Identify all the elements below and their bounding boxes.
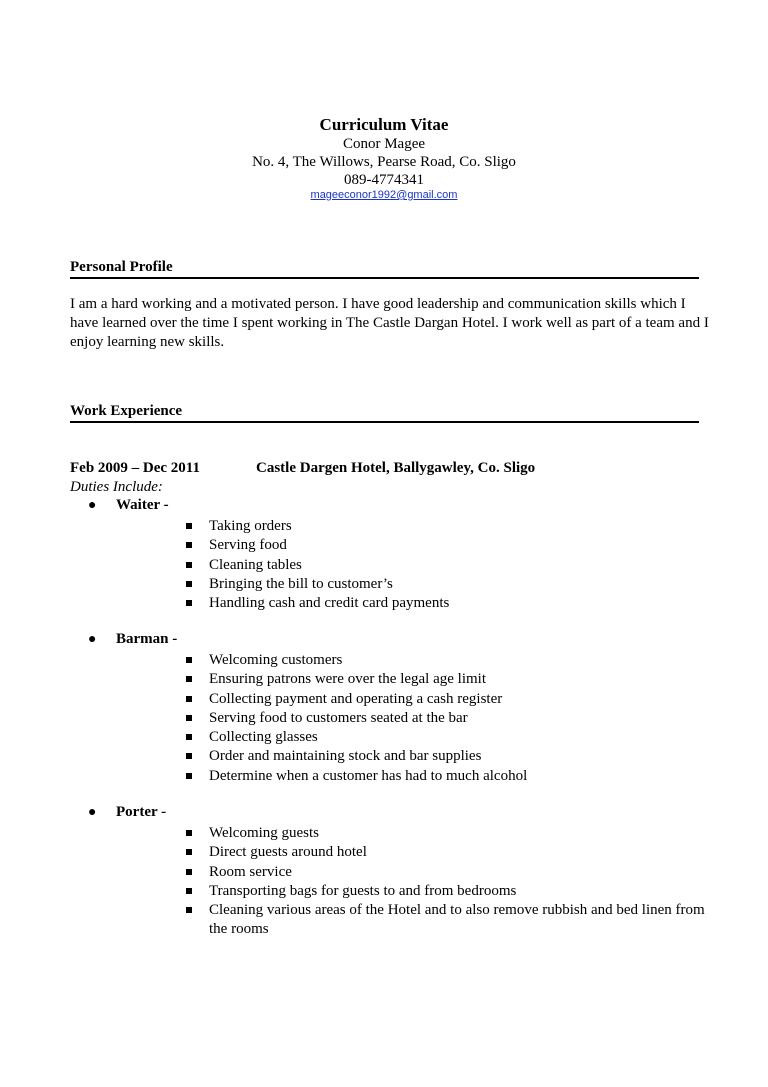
- square-bullet-icon: [186, 753, 192, 759]
- task-text: Cleaning tables: [209, 556, 302, 573]
- task-text: Handling cash and credit card payments: [209, 595, 450, 612]
- list-item: [186, 594, 709, 613]
- task-text: Direct guests around hotel: [209, 844, 367, 861]
- list-item: [186, 728, 709, 747]
- square-bullet-icon: [186, 830, 192, 836]
- list-item: [186, 575, 709, 594]
- task-text: Taking orders: [209, 518, 292, 534]
- square-bullet-icon: [186, 888, 192, 894]
- email-link[interactable]: mageeconor1992@gmail.com: [310, 189, 458, 201]
- candidate-address: No. 4, The Willows, Pearse Road, Co. Sligo: [252, 154, 516, 170]
- square-bullet-icon: [186, 715, 192, 721]
- duties-label: Duties Include:: [70, 479, 163, 495]
- role-waiter: [88, 497, 169, 514]
- square-bullet-icon: [186, 600, 192, 606]
- document-title: Curriculum Vitae: [319, 115, 449, 134]
- bullet-dot-icon: ●: [88, 632, 97, 647]
- task-text: Cleaning various areas of the Hotel and to also remove rubbish and bed linen from the rooms: [209, 902, 705, 938]
- list-item: [186, 709, 709, 728]
- candidate-name: Conor Magee: [342, 136, 426, 152]
- task-text: Determine when a customer has had to much alcohol: [209, 767, 528, 784]
- personal-profile-text: I am a hard working and a motivated person. I have good leadership and communication skills which I have learned over the time I spent working in The Castle Dargan Hotel. I work well as part of a team and I enjoy learning new skills.: [70, 296, 709, 350]
- waiter-task-list: [186, 517, 709, 613]
- square-bullet-icon: [186, 581, 192, 587]
- task-text: Collecting payment and operating a cash register: [209, 690, 503, 707]
- list-item: [186, 517, 709, 536]
- list-item: [186, 556, 709, 575]
- list-item: [186, 863, 709, 882]
- job-employer: Castle Dargen Hotel, Ballygawley, Co. Sligo: [256, 460, 536, 476]
- role-barman: [88, 631, 177, 648]
- square-bullet-icon: [186, 676, 192, 682]
- list-item: [186, 882, 709, 901]
- barman-task-list: [186, 651, 709, 786]
- square-bullet-icon: [186, 734, 192, 740]
- task-text: Order and maintaining stock and bar supplies: [209, 748, 482, 765]
- list-item: [186, 670, 709, 689]
- porter-task-list: [186, 824, 709, 940]
- square-bullet-icon: [186, 869, 192, 875]
- personal-profile-heading: Personal Profile: [70, 259, 699, 279]
- task-text: Welcoming guests: [209, 825, 320, 841]
- task-text: Room service: [209, 863, 292, 880]
- bullet-dot-icon: ●: [88, 805, 97, 820]
- task-text: Transporting bags for guests to and from bedrooms: [209, 882, 517, 899]
- role-title: Porter -: [116, 804, 167, 820]
- list-item: [186, 536, 709, 555]
- candidate-phone: 089-4774341: [344, 172, 424, 188]
- role-title: Barman -: [116, 631, 178, 647]
- square-bullet-icon: [186, 523, 192, 529]
- bullet-dot-icon: ●: [88, 498, 97, 513]
- task-text: Serving food to customers seated at the bar: [209, 709, 468, 726]
- square-bullet-icon: [186, 562, 192, 568]
- task-text: Ensuring patrons were over the legal age limit: [209, 671, 486, 688]
- list-item: [186, 767, 709, 786]
- list-item: [186, 690, 709, 709]
- work-experience-heading: Work Experience: [70, 403, 699, 423]
- task-text: Bringing the bill to customer’s: [209, 575, 393, 592]
- job-dates: Feb 2009 – Dec 2011: [70, 460, 200, 476]
- task-text: Welcoming customers: [209, 652, 343, 668]
- list-item: [186, 824, 709, 843]
- role-title: Waiter -: [116, 497, 169, 513]
- list-item: [186, 843, 709, 862]
- square-bullet-icon: [186, 907, 192, 913]
- square-bullet-icon: [186, 657, 192, 663]
- list-item: [186, 747, 709, 766]
- list-item: [186, 901, 709, 940]
- role-porter: [88, 804, 166, 821]
- list-item: [186, 651, 709, 670]
- square-bullet-icon: [186, 542, 192, 548]
- square-bullet-icon: [186, 773, 192, 779]
- task-text: Serving food: [209, 537, 287, 554]
- square-bullet-icon: [186, 849, 192, 855]
- square-bullet-icon: [186, 696, 192, 702]
- task-text: Collecting glasses: [209, 729, 318, 746]
